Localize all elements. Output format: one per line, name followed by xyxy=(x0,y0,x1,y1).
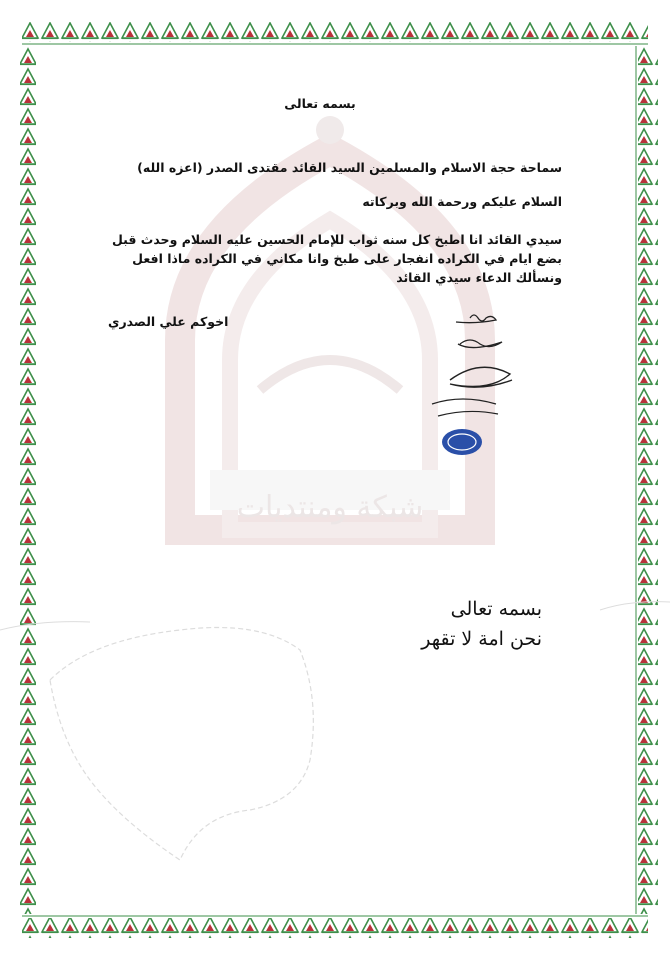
background-scribble xyxy=(0,560,670,880)
reply-line-1: بسمه تعالى xyxy=(450,598,542,620)
handwritten-signature xyxy=(410,300,530,470)
letter-greeting: السلام عليكم ورحمة الله وبركاته xyxy=(362,194,562,209)
ornamental-border-top xyxy=(0,0,670,46)
signoff-text: اخوكم علي الصدري xyxy=(108,314,229,329)
watermark-text: شبكة ومنتديات xyxy=(236,490,424,525)
letter-body: سيدي القائد انا اطبخ كل سنه ثواب للإمام الحسين عليه السلام وحدث قبل بضع ايام في الكراده انفجار على طبخ وانا مكاني في الكراده ماذا افعل ونسألك الدعاء سيدي القائد xyxy=(111,232,562,285)
letter-addressee: سماحة حجة الاسلام والمسلمين السيد القائد مقتدى الصدر (اعزه الله) xyxy=(137,160,562,175)
reply-line-2: نحن امة لا تقهر xyxy=(421,628,542,650)
letter-signoff xyxy=(108,314,308,329)
ornamental-border-bottom xyxy=(0,914,670,960)
letter-heading: بسمه تعالى xyxy=(284,96,356,111)
